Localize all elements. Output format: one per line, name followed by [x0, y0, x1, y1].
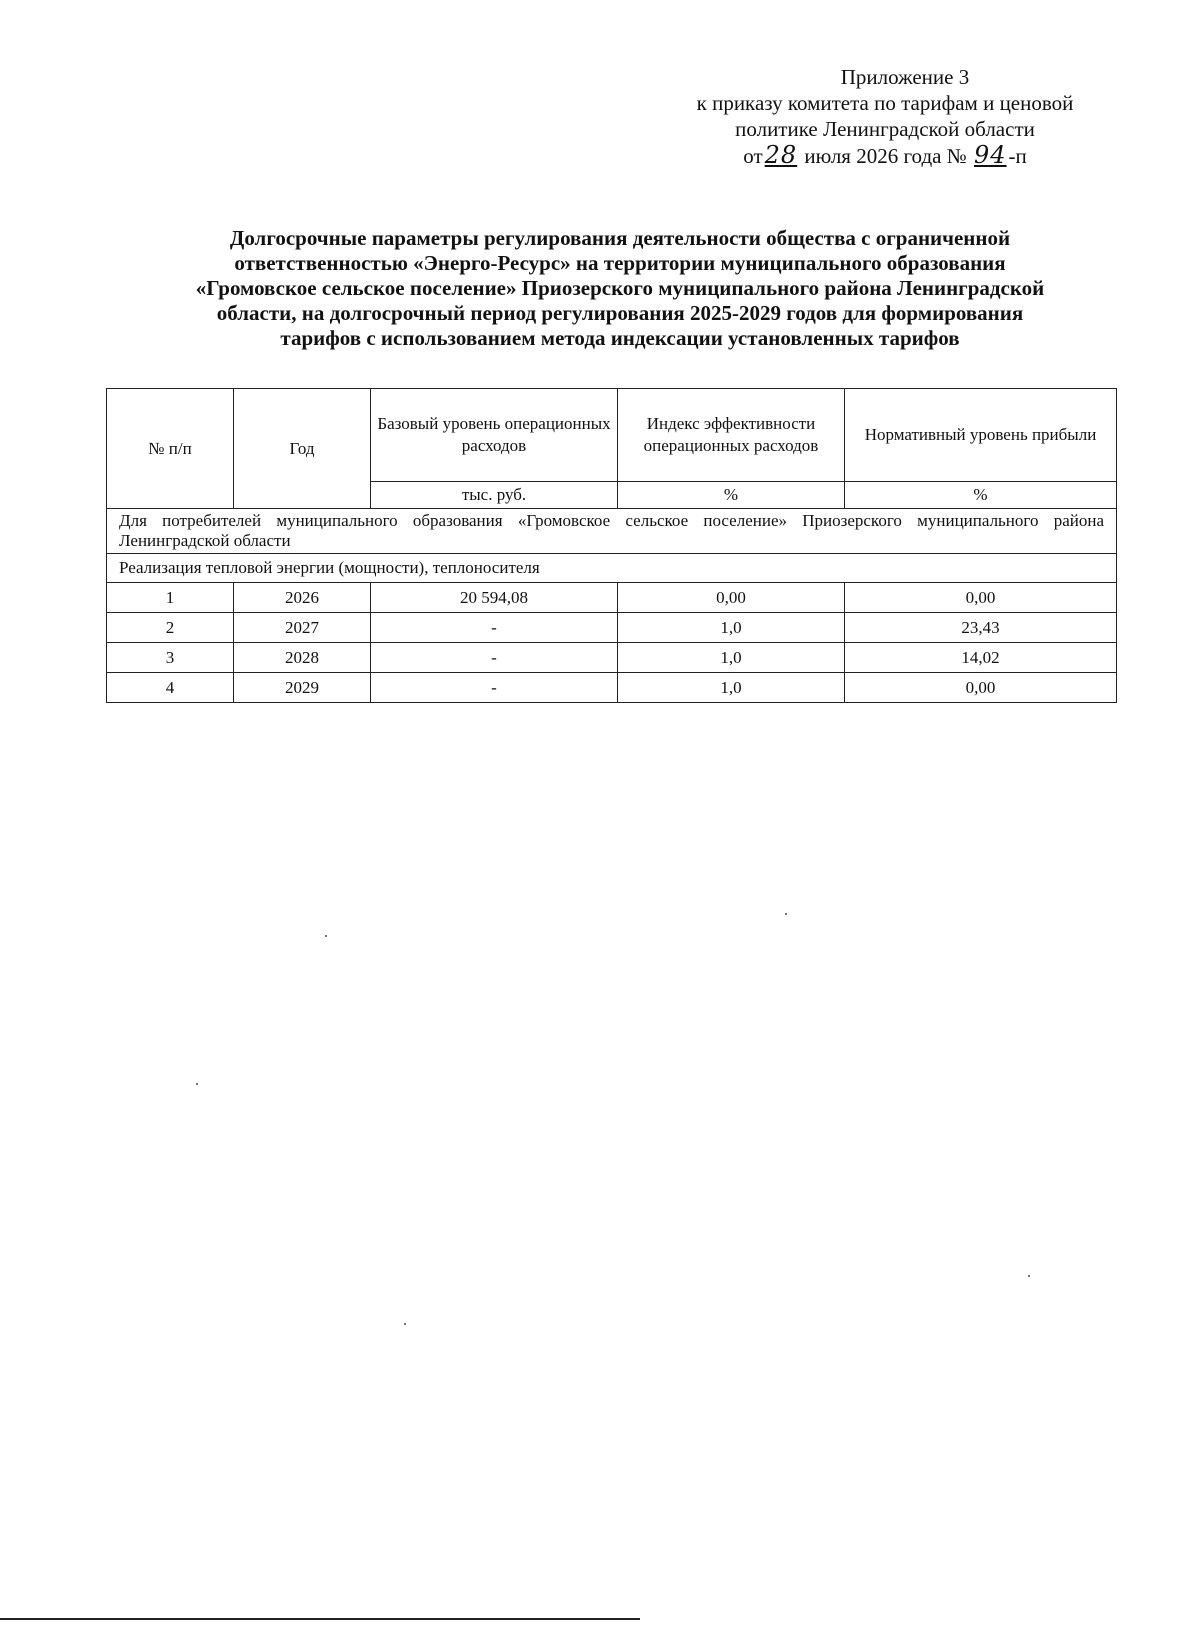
handwritten-day: 28	[764, 141, 798, 169]
cell-base-level: -	[371, 613, 618, 643]
group-label: Для потребителей муниципального образования «Громовское сельское поселение» Приозерского муниципального района Ленинградской области	[107, 509, 1117, 554]
scan-speck	[196, 1083, 198, 1085]
cell-profit-level: 14,02	[845, 643, 1117, 673]
scan-speck	[785, 913, 787, 915]
appendix-title: Приложение 3	[840, 65, 970, 89]
title-line: области, на долгосрочный период регулирования 2025-2029 годов для формирования	[216, 301, 1024, 325]
cell-base-level: -	[371, 673, 618, 703]
cell-year: 2026	[234, 583, 371, 613]
cell-profit-level: 0,00	[845, 673, 1117, 703]
date-prefix: от	[743, 144, 763, 168]
table-header-row	[107, 389, 1117, 482]
title-line: «Громовское сельское поселение» Приозерского муниципального района Ленинградской	[195, 276, 1045, 300]
header-year: Год	[234, 389, 371, 509]
scan-speck	[1028, 1275, 1030, 1277]
unit-base-level: тыс. руб.	[371, 482, 618, 509]
cell-year: 2029	[234, 673, 371, 703]
appendix-date-line	[650, 142, 1120, 169]
cell-base-level: -	[371, 643, 618, 673]
cell-efficiency-index: 1,0	[618, 613, 845, 643]
scan-edge-line	[0, 1618, 640, 1620]
header-num: № п/п	[107, 389, 234, 509]
document-title	[100, 226, 1140, 351]
appendix-committee: политике Ленинградской области	[735, 117, 1035, 141]
date-rest: июля 2026 года №	[804, 144, 967, 168]
subgroup-label: Реализация тепловой энергии (мощности), теплоносителя	[107, 554, 1117, 583]
title-line: ответственностью «Энерго-Ресурс» на территории муниципального образования	[234, 251, 1006, 275]
table-row	[107, 583, 1117, 613]
cell-num: 1	[107, 583, 234, 613]
table-subgroup-row	[107, 554, 1117, 583]
cell-num: 4	[107, 673, 234, 703]
order-suffix: -п	[1008, 144, 1027, 168]
parameters-table	[106, 388, 1117, 703]
table-group-row	[107, 509, 1117, 554]
header-efficiency-index: Индекс эффективности операционных расходов	[618, 389, 845, 482]
cell-efficiency-index: 0,00	[618, 583, 845, 613]
cell-num: 3	[107, 643, 234, 673]
cell-year: 2027	[234, 613, 371, 643]
cell-profit-level: 0,00	[845, 583, 1117, 613]
cell-profit-level: 23,43	[845, 613, 1117, 643]
scan-speck	[404, 1323, 406, 1325]
cell-base-level: 20 594,08	[371, 583, 618, 613]
table-row	[107, 643, 1117, 673]
table-row	[107, 613, 1117, 643]
unit-efficiency-index: %	[618, 482, 845, 509]
table-row	[107, 673, 1117, 703]
handwritten-order-number: 94	[974, 141, 1007, 169]
cell-efficiency-index: 1,0	[618, 673, 845, 703]
title-line: Долгосрочные параметры регулирования деятельности общества с ограниченной	[229, 226, 1011, 250]
header-profit-level: Нормативный уровень прибыли	[845, 389, 1117, 482]
cell-efficiency-index: 1,0	[618, 643, 845, 673]
header-base-level: Базовый уровень операционных расходов	[371, 389, 618, 482]
appendix-block	[650, 64, 1120, 169]
cell-year: 2028	[234, 643, 371, 673]
cell-num: 2	[107, 613, 234, 643]
scan-speck	[325, 935, 327, 937]
unit-profit-level: %	[845, 482, 1117, 509]
appendix-order-ref: к приказу комитета по тарифам и ценовой	[696, 91, 1074, 115]
title-line: тарифов с использованием метода индексации установленных тарифов	[280, 326, 960, 350]
